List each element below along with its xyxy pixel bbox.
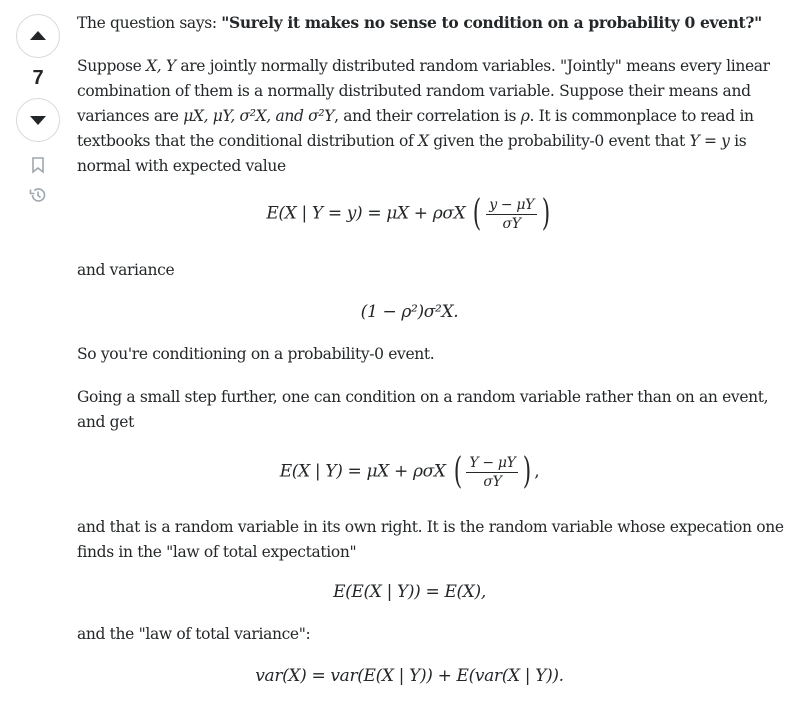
math-y-eq-y: Y = y	[689, 132, 730, 150]
paragraph-2: and variance	[77, 261, 175, 279]
eq4-body: E(E(X | Y)) = E(X),	[333, 582, 486, 602]
math-x: X	[417, 132, 429, 150]
vote-column	[14, 14, 62, 206]
math-rho: ρ	[520, 107, 530, 125]
vote-count: 7	[32, 67, 44, 89]
equation-4	[77, 580, 742, 605]
arrow-up-icon	[29, 27, 47, 45]
eq3-fraction	[466, 454, 518, 491]
p1-text-f: is normal with expected value	[77, 132, 747, 175]
equation-2	[77, 300, 742, 325]
p1-text-e: given the probability-0 event that	[428, 132, 690, 150]
eq1-lhs: E(X | Y = y) = μX + ρσX	[266, 203, 466, 224]
eq1-numerator: y − μY	[486, 196, 537, 215]
equation-5	[77, 664, 742, 689]
eq3-comma: ,	[534, 461, 540, 482]
eq1-denominator: σY	[502, 215, 521, 232]
p1-text-b: are jointly normally distributed random variables. "Jointly" means every linear combination of them is a normally distributed random variable. Suppose their means and variances are	[77, 57, 770, 125]
paragraph-5: and that is a random variable in its own right. It is the random variable whose expecation one finds in the "law of total expectation"	[77, 518, 784, 561]
history-icon	[28, 185, 48, 205]
p1-text-a: Suppose	[77, 57, 147, 75]
eq3-denominator: σY	[483, 473, 502, 490]
eq3-close-paren: )	[523, 451, 532, 492]
intro-quote: "Surely it makes no sense to condition on a probability 0 event?"	[221, 13, 762, 32]
paragraph-6: and the "law of total variance":	[77, 625, 311, 643]
p1-text-d: . It is commonplace to read in textbooks that the conditional distribution of	[77, 107, 754, 150]
eq1-open-paren: (	[473, 193, 482, 234]
bookmark-icon	[29, 156, 47, 174]
upvote-button[interactable]	[16, 14, 60, 58]
eq2-body: (1 − ρ²)σ²X.	[360, 302, 459, 322]
intro-paragraph	[77, 10, 762, 36]
eq1-fraction	[486, 196, 537, 233]
eq1-close-paren: )	[541, 193, 550, 234]
bookmark-button[interactable]	[27, 154, 49, 176]
math-params: μX, μY, σ²X, and σ²Y	[183, 107, 335, 125]
paragraph-3: So you're conditioning on a probability-0 event.	[77, 345, 435, 363]
eq3-numerator: Y − μY	[466, 454, 518, 473]
eq3-open-paren: (	[453, 451, 462, 492]
intro-prefix: The question says:	[77, 14, 222, 32]
p1-text-c: , and their correlation is	[334, 107, 521, 125]
eq3-lhs: E(X | Y) = μX + ρσX	[279, 461, 446, 482]
downvote-button[interactable]	[16, 98, 60, 142]
eq5-body: var(X) = var(E(X | Y)) + E(var(X | Y)).	[255, 666, 564, 686]
history-button[interactable]	[27, 184, 49, 206]
equation-1	[77, 194, 742, 234]
math-xy: X, Y	[146, 57, 176, 75]
arrow-down-icon	[29, 111, 47, 129]
paragraph-1	[77, 54, 777, 179]
paragraph-4: Going a small step further, one can condition on a random variable rather than on an event, and get	[77, 388, 769, 431]
equation-3	[77, 452, 742, 492]
